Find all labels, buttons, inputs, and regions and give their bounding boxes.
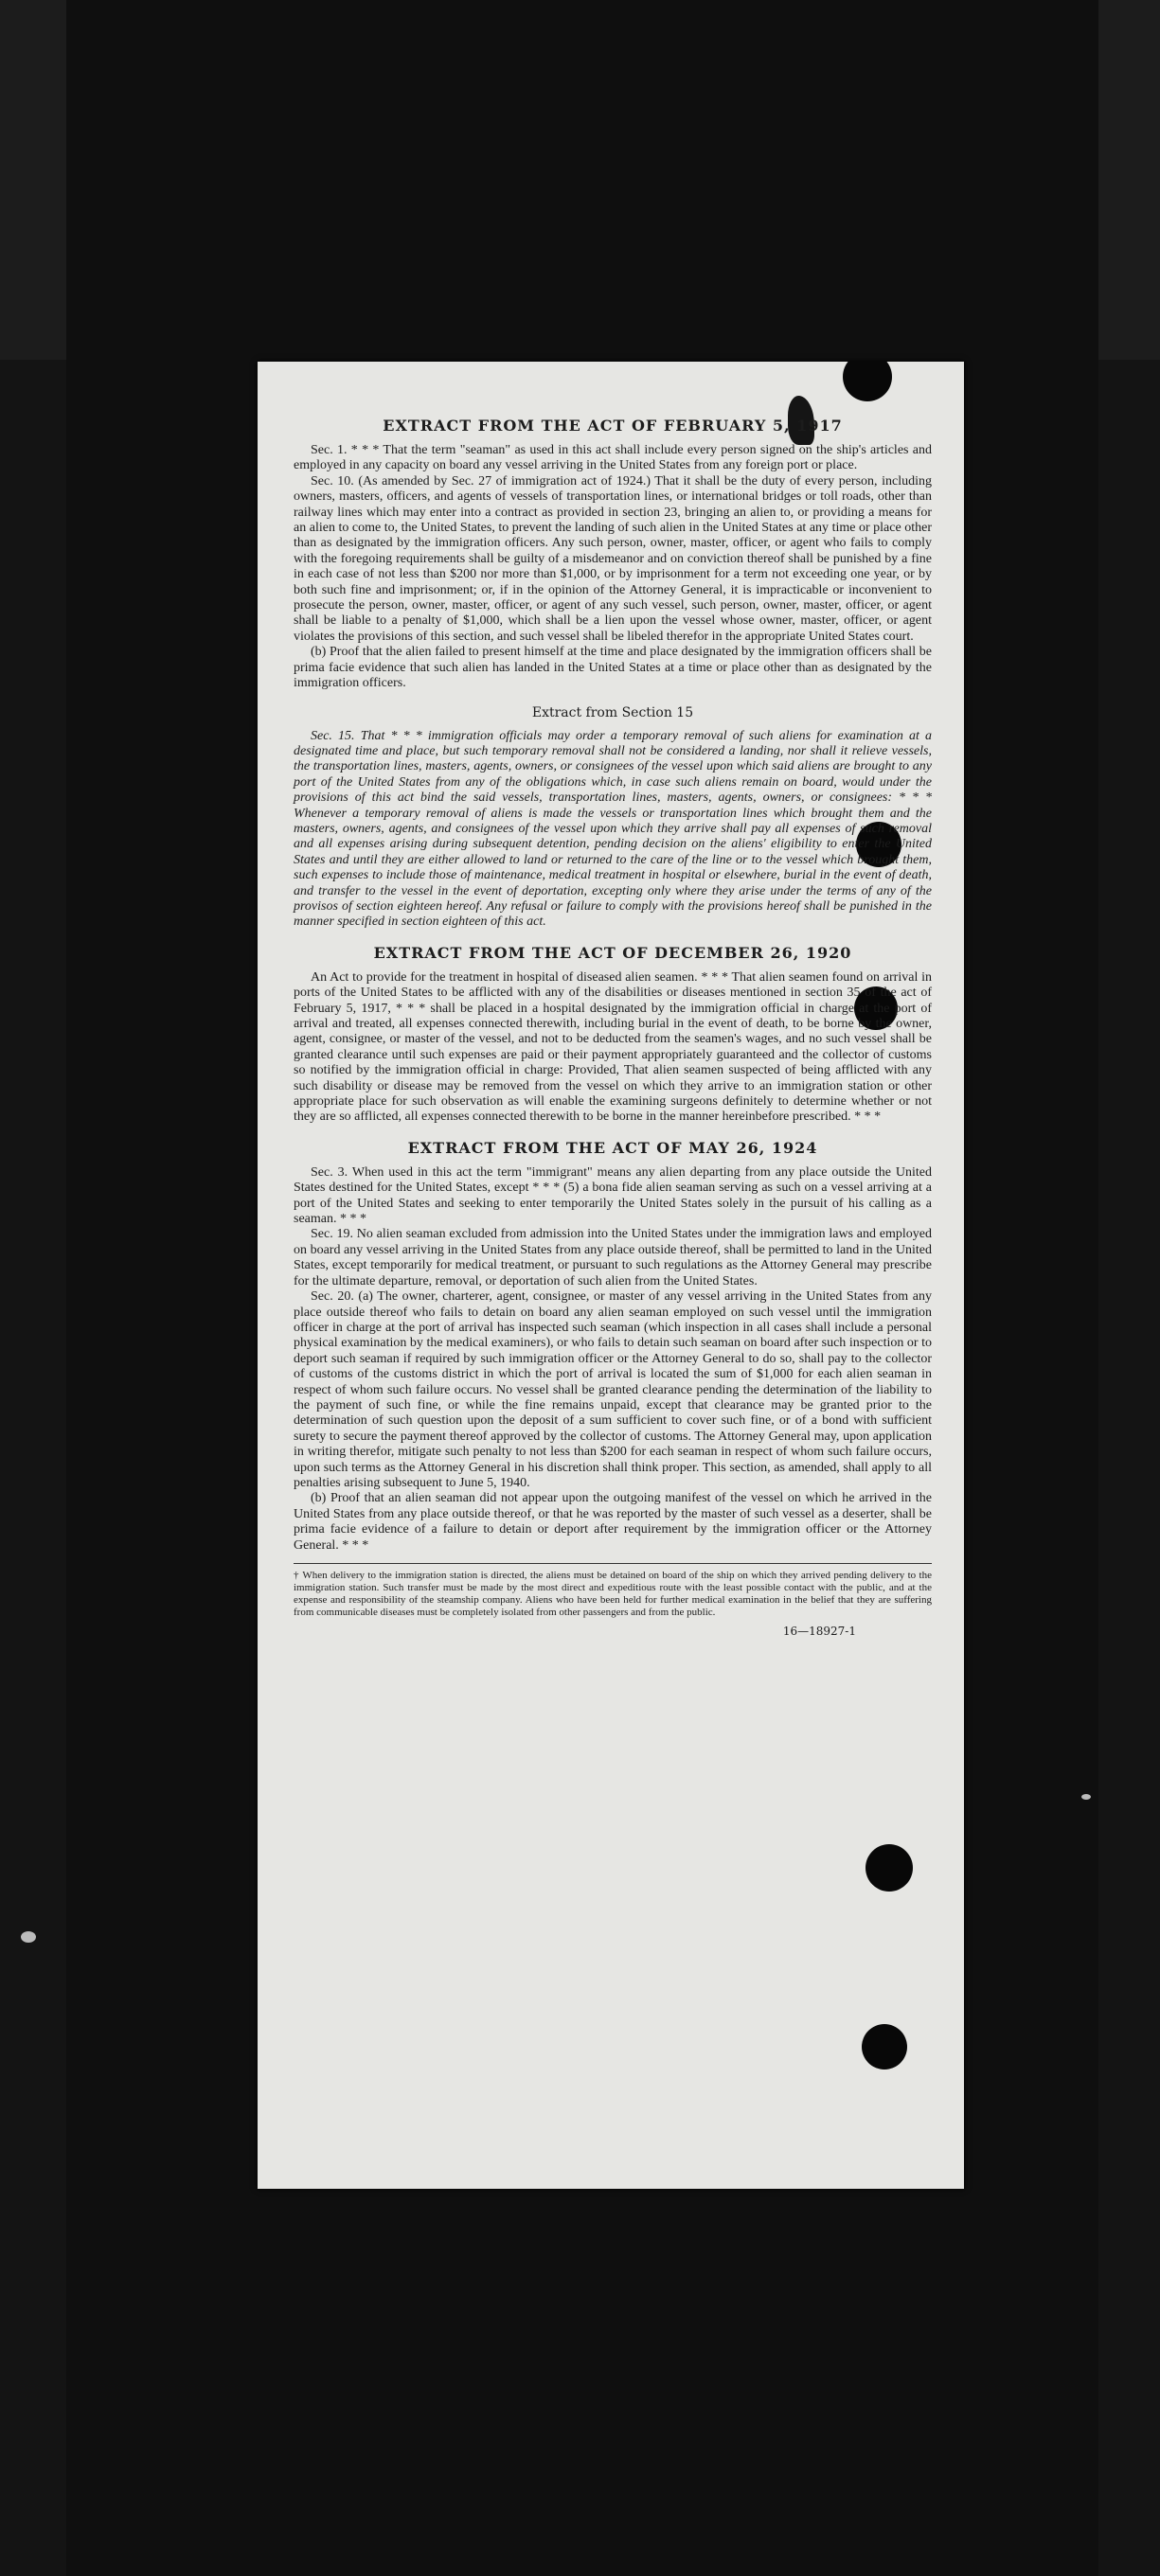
punch-hole	[862, 2024, 907, 2070]
heading-act-1924: EXTRACT FROM THE ACT OF MAY 26, 1924	[407, 1138, 818, 1157]
film-speck	[21, 1931, 36, 1943]
act-1920-text: An Act to provide for the treatment in hospital of diseased alien seamen. * * * That alien seamen found on arrival in ports of the United States to be afflicted with any of the disabilities or diseases mentioned in section 35 of the act of February 5, 1917, * * * shall be placed in a hospital designated by the immigration official in charge at the port of arrival and treated, all expenses connected therewith, including burial in the event of death, to be borne by the owner, agent, consignee, or master of the vessel, and not to be deducted from the seamen's wages, and no such vessel shall be granted clearance until such expenses are paid or their payment appropriately guaranteed and the collector of customs so notified by the immigration official in charge: Provided, That alien seamen suspected of being afflicted with any such disability or disease may be removed from the vessel on which they arrive to an immigration station or other appropriate place for such observation as will enable the examining surgeons definitely to determine whether or not they are so afflicted, all expenses connected therewith to be borne in the manner hereinbefore prescribed. * * *	[294, 969, 932, 1125]
section-3-text: Sec. 3. When used in this act the term "immigrant" means any alien departing from any place outside the United States destined for the United States, except * * * (5) a bona fide alien seaman serving as such on a vessel arriving at a port of the United States and seeking to enter temporarily the United States solely in the pursuit of his calling as a seaman. * * *	[294, 1164, 932, 1227]
section-20-b-text: (b) Proof that an alien seaman did not appear upon the outgoing manifest of the vessel on which he arrived in the United States from any place outside thereof, or that he was reported by the master of such vessel as a deserter, shall be prima facie evidence of a failure to detain or deport after requirement by the immigration officer or the Attorney General. * * *	[294, 1491, 932, 1553]
section-1-text: Sec. 1. * * * That the term "seaman" as used in this act shall include every person signed on the ship's articles and employed in any capacity on board any vessel arriving in the United States from any foreign port or place.	[294, 443, 932, 473]
section-20-text: Sec. 20. (a) The owner, charterer, agent, consignee, or master of any vessel arriving in the United States from any place outside thereof who fails to detain on board any alien seaman employed on such vessel until the immigration officer in charge at the port of arrival has inspected such seaman (which inspection in all cases shall include a personal physical examination by the medical examiners), or who fails to detain such seaman on board after such inspection or to deport such seaman if required by such immigration officer or the Attorney General to do so, shall pay to the collector of customs of the customs district in which the port of arrival is located the sum of $1,000 for each alien seaman in respect of whom such failure occurs. No vessel shall be granted clearance pending the determination of the liability to the payment of such fine, or while the fine remains unpaid, except that clearance may be granted prior to the determination of such question upon the deposit of a sum sufficient to cover such fine, or of a bond with sufficient surety to secure the payment thereof approved by the collector of customs. The Attorney General may, upon application in writing therefor, mitigate such penalty to not less than $200 for each seaman in respect of whom such failure occurs, upon such terms as the Attorney General in his discretion shall think proper. This section, as amended, shall apply to all penalties arising subsequent to June 5, 1940.	[294, 1289, 932, 1490]
section-10-text: Sec. 10. (As amended by Sec. 27 of immigration act of 1924.) That it shall be the duty of every person, including owners, masters, officers, and agents of vessels of transportation lines, or international bridges or toll roads, other than railway lines which may enter into a contract as provided in section 23, bringing an alien to, or providing a means for an alien to come to, the United States, to prevent the landing of such alien in the United States at any time or place other than as designated by the immigration officers. Any such person, owner, master, officer, or agent who fails to comply with the foregoing requirements shall be guilty of a misdemeanor and on conviction thereof shall be punished by a fine in each case of not less than $200 nor more than $1,000, or by imprisonment for a term not exceeding one year, or by both such fine and imprisonment; or, if in the opinion of the Attorney General, it is impracticable or inconvenient to prosecute the person, owner, master, officer, or agent of any such vessel, such person, owner, master, officer, or agent shall be liable to a penalty of $1,000, which shall be a lien upon the vessel whose owner, master, officer, or agent violates the provisions of this section, and such vessel shall be libeled therefor in the appropriate United States court.	[294, 473, 932, 644]
section-19-text: Sec. 19. No alien seaman excluded from admission into the United States under the immigration laws and employed on board any vessel arriving in the United States from any place outside thereof, shall be permitted to land in the United States, except temporarily for medical treatment, or pursuant to such regulations as the Attorney General may prescribe for the ultimate departure, removal, or deportation of such alien from the United States.	[294, 1227, 932, 1288]
heading-act-1917: EXTRACT FROM THE ACT OF FEBRUARY 5, 1917	[383, 417, 843, 435]
section-15-text: Sec. 15. That * * * immigration officials may order a temporary removal of such aliens for examination at a designated time and place, but such temporary removal shall not be considered a landing, nor shall it relieve vessels, the transportation lines, masters, agents, owners, or consignees of the vessel upon which said aliens are brought to any port of the United States from any of the obligations which, in case such aliens remain on board, would under the provisions of this act bind the said vessels, transportation lines, masters, agents, owners, or consignees: * * * Whenever a temporary removal of aliens is made the vessels or transportation lines which brought them and the masters, owners, agents, and consignees of the vessel upon which they arrive shall pay all expenses of such removal and all expenses arising during subsequent detention, pending decision on the aliens' eligibility to enter the United States and until they are either allowed to land or returned to the care of the line or to the vessel which brought them, such expenses to include those of maintenance, medical treatment in hospital or elsewhere, burial in the event of death, and transfer to the vessel in the event of deportation, excepting only where they arise under the terms of any of the provisos of section eighteen hereof. Any refusal or failure to comply with the provisions hereof shall be punished in the manner specified in section eighteen of this act.	[294, 728, 932, 930]
document-page	[258, 362, 964, 2189]
footnote: † When delivery to the immigration station is directed, the aliens must be detained on board of the ship on which they arrived pending delivery to the immigration station. Such transfer must be made by the most direct and expeditious route with the least possible contact with the public, and at the expense and responsibility of the steamship company. Aliens who have been held for further medical examination in the belief that they are suffering from communicable diseases must be completely isolated from other passengers and from the public.	[294, 1563, 932, 1619]
heading-act-1920: EXTRACT FROM THE ACT OF DECEMBER 26, 1920	[373, 943, 852, 962]
punch-hole	[843, 362, 892, 401]
document-body	[294, 417, 932, 1638]
section-10-b-text: (b) Proof that the alien failed to present himself at the time and place designated by the immigration officers shall be prima facie evidence that such alien has landed in the United States at a time or place other than as designated by the immigration officers.	[294, 645, 932, 691]
film-speck	[1081, 1794, 1091, 1800]
form-number: 16—18927-1	[782, 1625, 856, 1638]
punch-hole	[866, 1844, 913, 1892]
subheading-section-15: Extract from Section 15	[531, 704, 694, 720]
